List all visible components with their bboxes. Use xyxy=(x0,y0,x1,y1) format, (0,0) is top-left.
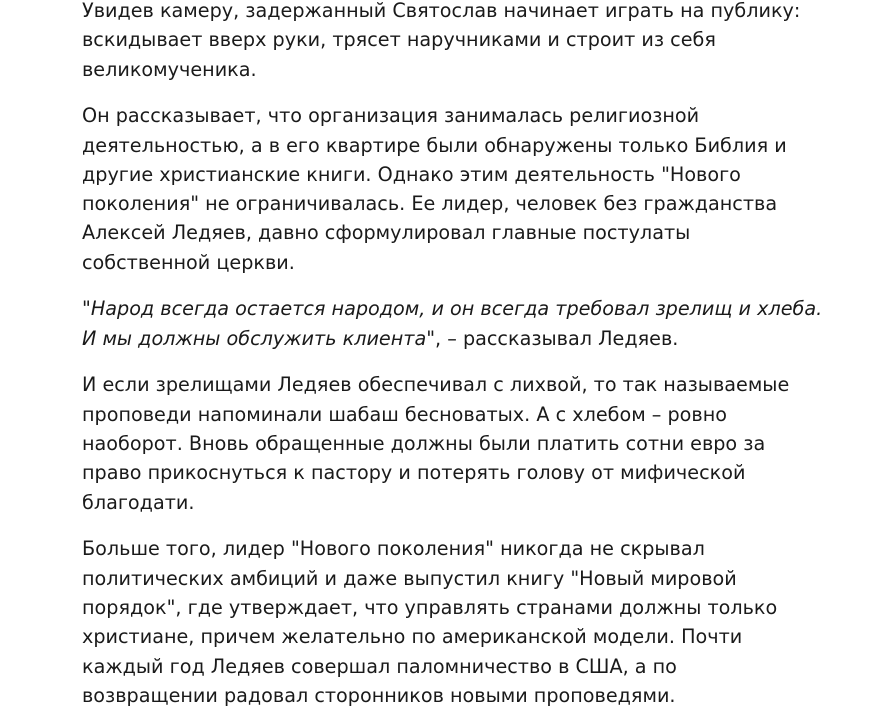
text-line: собственной церкви. xyxy=(82,250,295,274)
text-line: право прикоснуться к пастору и потерять голову от мифической xyxy=(82,461,746,485)
article-paragraph-2 xyxy=(82,101,802,277)
quote-line-with-attribution xyxy=(82,324,802,353)
text-line: великомученика. xyxy=(82,57,257,81)
text-line: благодати. xyxy=(82,490,195,514)
text-line: каждый год Ледяев совершал паломничество в США, а по xyxy=(82,654,677,678)
text-line: И если зрелищами Ледяев обеспечивал с лихвой, то так называемые xyxy=(82,373,790,397)
article-quote-paragraph xyxy=(82,294,823,353)
quote-attribution: , – рассказывал Ледяев. xyxy=(435,326,679,350)
text-line: порядок", где утверждает, что управлять странами должны только xyxy=(82,595,778,619)
text-line: деятельностью, а в его квартире были обнаружены только Библия и xyxy=(82,133,787,157)
text-line: христиане, причем желательно по американской модели. Почти xyxy=(82,625,743,649)
text-line: проповеди напоминали шабаш бесноватых. А с хлебом – ровно xyxy=(82,402,727,426)
text-line: Он рассказывает, что организация занималась религиозной xyxy=(82,104,700,128)
text-line: поколения" не ограничивалась. Ее лидер, человек без гражданства xyxy=(82,192,778,216)
text-line: политических амбиций и даже выпустил книгу "Новый мировой xyxy=(82,566,737,590)
text-line: другие христианские книги. Однако этим деятельность "Нового xyxy=(82,162,741,186)
text-line: наоборот. Вновь обращенные должны были платить сотни евро за xyxy=(82,432,766,456)
quote-line: "Народ всегда остается народом, и он всегда требовал зрелищ и хлеба. xyxy=(82,297,823,321)
article-paragraph-5 xyxy=(82,534,802,710)
text-line: Увидев камеру, задержанный Святослав начинает играть на публику: xyxy=(82,0,801,22)
article-paragraph-4 xyxy=(82,370,802,516)
text-line: вскидывает вверх руки, трясет наручниками и строит из себя xyxy=(82,28,716,52)
article-paragraph-1 xyxy=(82,0,802,84)
text-line: Больше того, лидер "Нового поколения" никогда не скрывал xyxy=(82,537,705,561)
text-line: возвращении радовал сторонников новыми проповедями. xyxy=(82,683,676,707)
article-body xyxy=(82,0,823,727)
text-line: Алексей Ледяев, давно сформулировал главные постулаты xyxy=(82,221,691,245)
quote-text: И мы должны обслужить клиента" xyxy=(82,326,436,350)
